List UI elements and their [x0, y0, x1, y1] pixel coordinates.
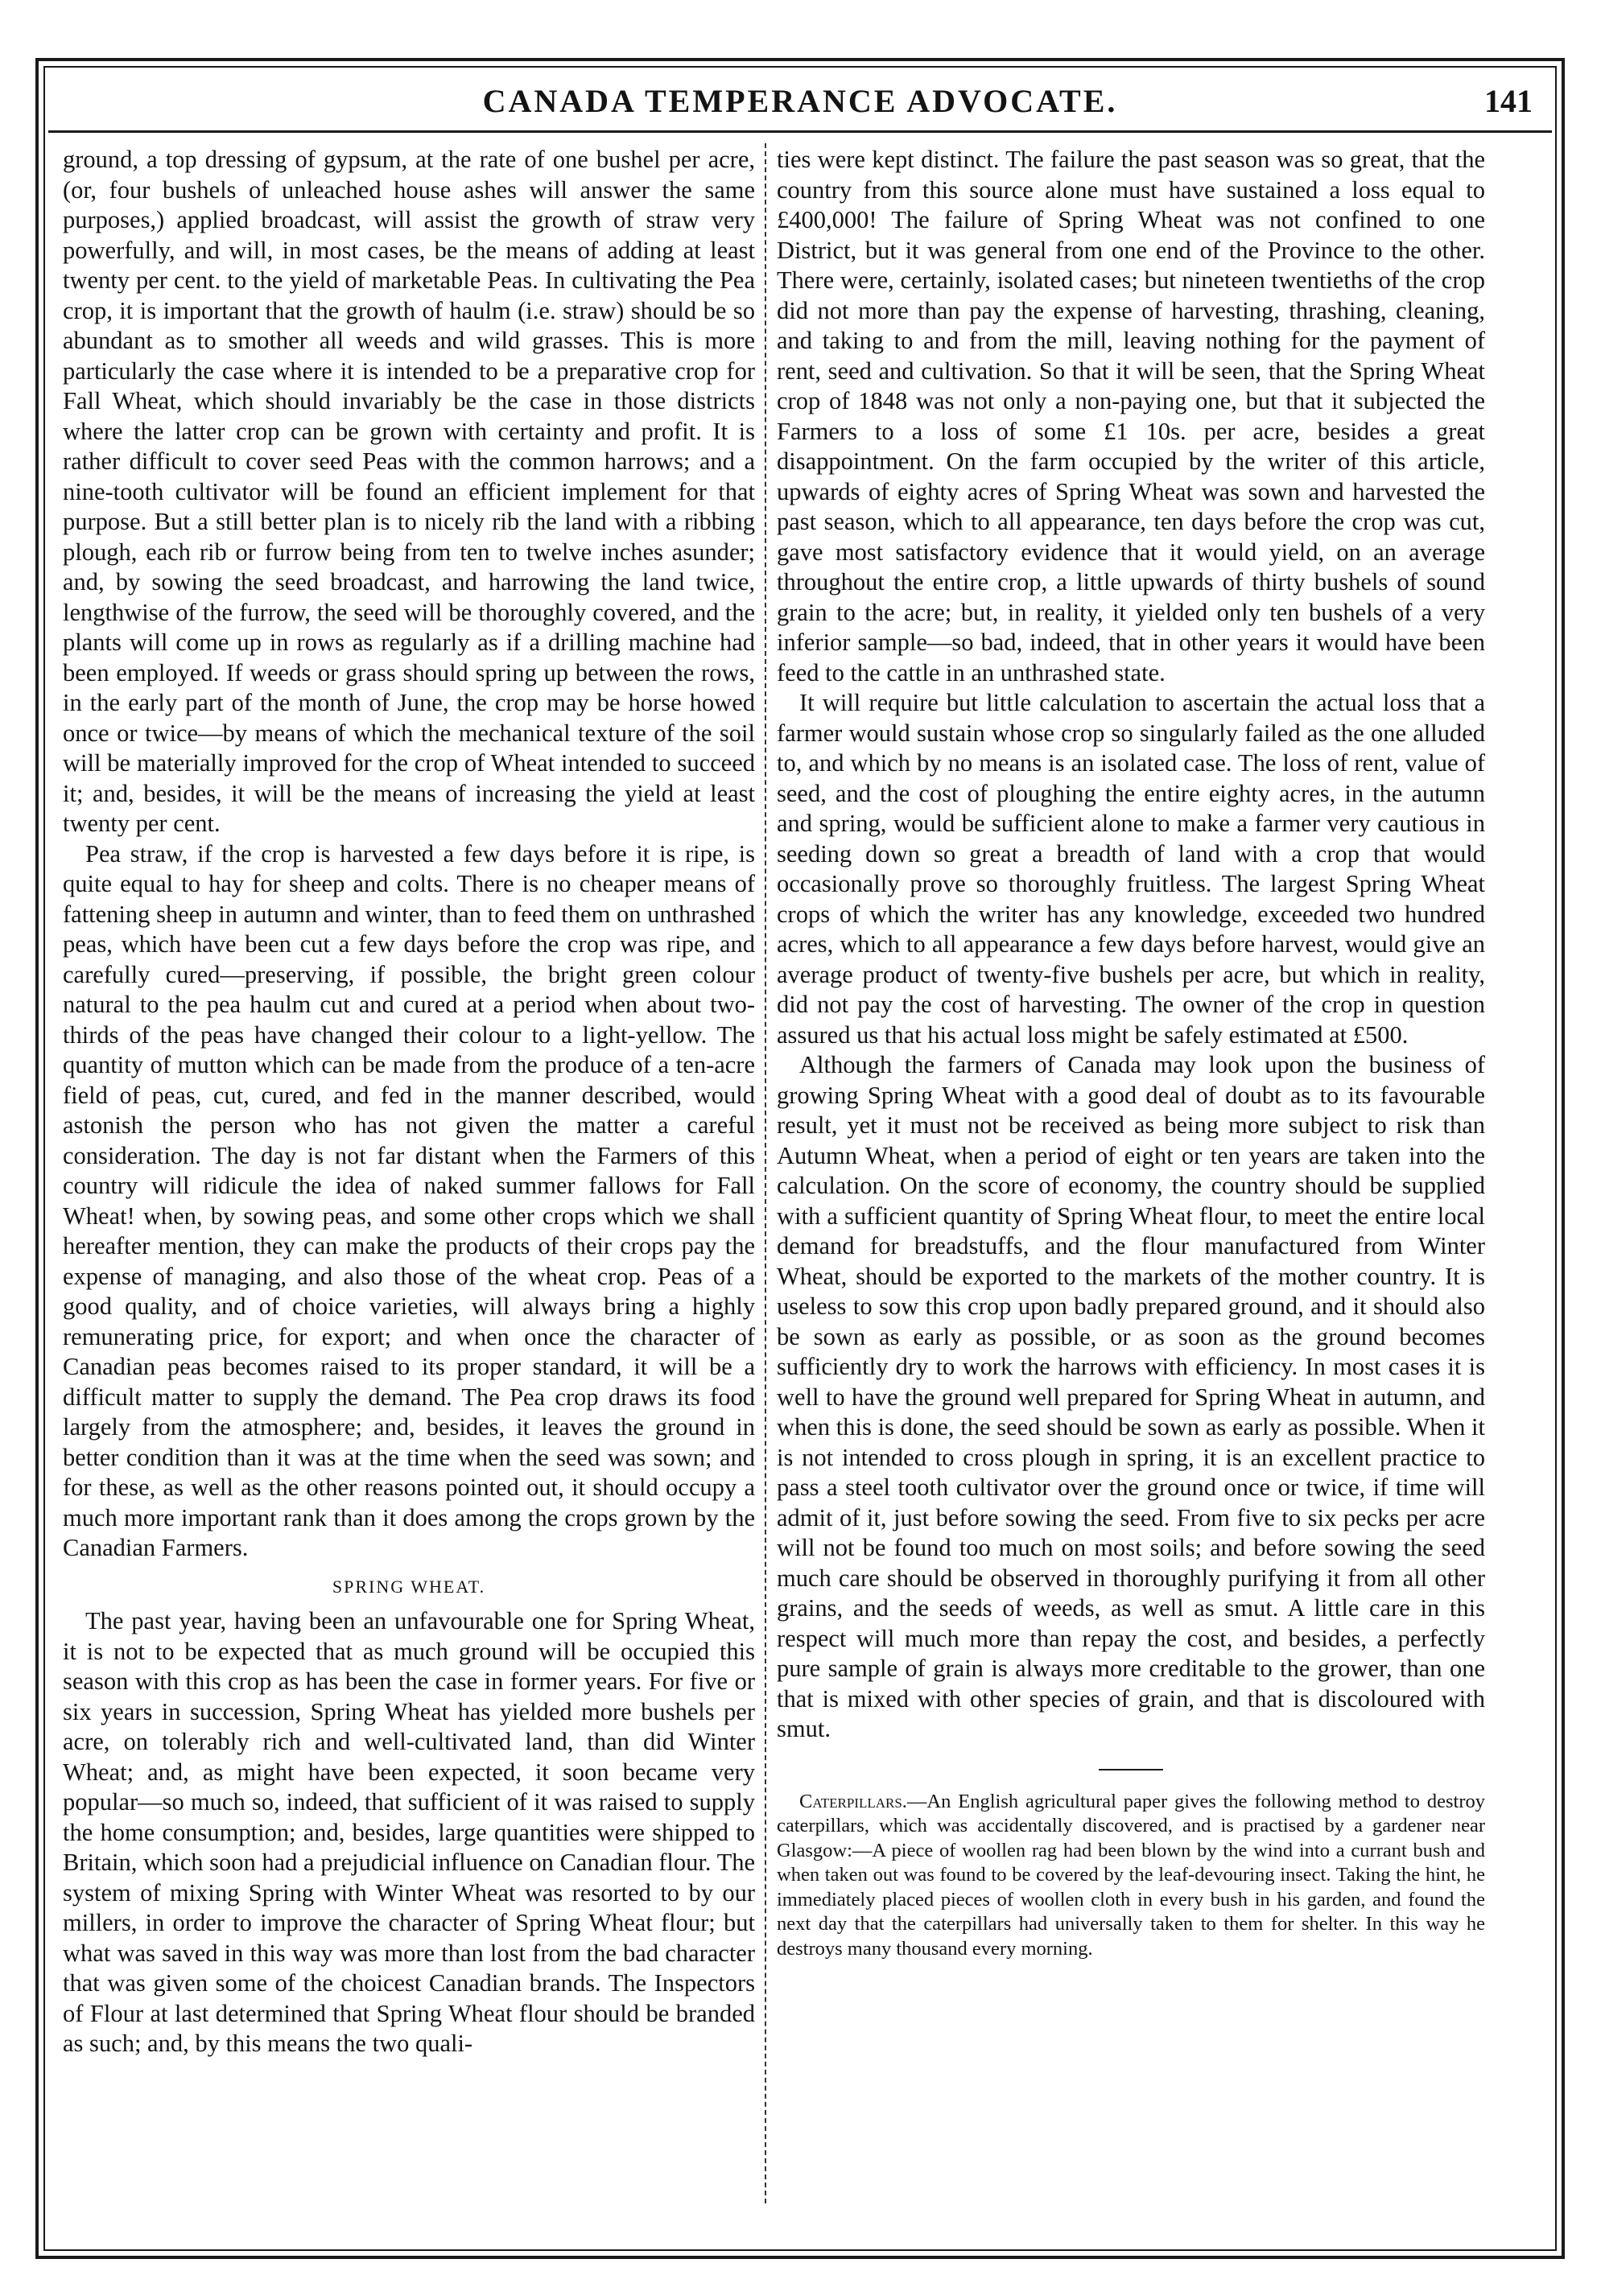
- page-number: 141: [1484, 83, 1533, 119]
- paragraph-canada-farmers: Although the farmers of Canada may look upon the business of growing Spring Wheat with a good deal of doubt as to its favourable result, yet it must not be received as being more subject to risk than Autumn Wheat, when a period of eight or ten years are taken into the calculation. On the score of economy, the country should be supplied with a sufficient quantity of Spring Wheat flour, to meet the entire local demand for breadstuffs, and the flour manufactured from Winter Wheat, should be exported to the markets of the mother country. It is useless to sow this crop upon badly prepared ground, and it should also be sown as early as possible, or as soon as the ground becomes sufficiently dry to work the harrows with efficiency. In most cases it is well to have the ground well prepared for Spring Wheat in autumn, and when this is done, the seed should be sown as early as possible. When it is not intended to cross plough in spring, it is an excellent practice to pass a steel tooth cultivator over the ground once or twice, if time will admit of it, just before sowing the seed. From five to six pecks per acre will not be found too much on most soils; and before sowing the seed much care should be observed in thoroughly purifying it from all other grains, and the seeds of weeds, as well as smut. A little care in this respect will much more than repay the cost, and besides, a perfectly pure sample of grain is always more creditable to the grower, than one that is mixed with other species of grain, and that is discoloured with smut.: [777, 1051, 1485, 1742]
- paragraph-calculation: It will require but little calculation to ascertain the actual loss that a farmer would sustain whose crop so singularly failed as the one alluded to, and which by no means is an isolated case. The loss of rent, value of seed, and the cost of ploughing the entire eighty acres, in the autumn and spring, would be sufficient alone to make a farmer very cautious in seeding down so great a breadth of land with a crop that would occasionally prove so thoroughly fruitless. The largest Spring Wheat crops of which the writer has any knowledge, exceeded two hundred acres, which to all appearance a few days before harvest, would give an average product of twenty-five bushels per acre, but which in reality, did not pay the cost of harvesting. The owner of the crop in question assured us that his actual loss might be safely estimated at £500.: [777, 689, 1485, 1049]
- paragraph-pea-straw: Pea straw, if the crop is harvested a few days before it is ripe, is quite equal to hay for sheep and colts. There is no cheaper means of fattening sheep in autumn and winter, than to feed them on unthrashed peas, which have been cut a few days before the crop was ripe, and carefully cured—preserving, if possible, the bright green colour natural to the pea haulm cut and cured at a period when about two-thirds of the peas have changed their colour to a light-yellow. The quantity of mutton which can be made from the produce of a ten-acre field of peas, cut, cured, and fed in the manner described, would astonish the person who has not given the matter a careful consideration. The day is not far distant when the Farmers of this country will ridicule the idea of naked summer fallows for Fall Wheat! when, by sowing peas, and some other crops which we shall hereafter mention, they can make the products of their crops pay the expense of managing, and also those of the wheat crop. Peas of a good quality, and of choice varieties, will always bring a highly remunerating price, for export; and when once the character of Canadian peas becomes raised to its proper standard, it will be a difficult matter to supply the demand. The Pea crop draws its food largely from the atmosphere; and, besides, it leaves the ground in better condition than it was at the time when the seed was sown; and for these, as well as the other reasons pointed out, it should occupy a much more important rank than it does among the crops grown by the Canadian Farmers.: [63, 839, 755, 1561]
- section-heading-spring-wheat: SPRING WHEAT.: [332, 1576, 486, 1597]
- header-rule: [48, 130, 1552, 133]
- right-column: [777, 145, 1485, 1961]
- caterpillars-heading: Caterpillars.: [799, 1790, 907, 1812]
- paragraph-failure: ties were kept distinct. The failure the past season was so great, that the country from this source alone must have sustained a loss equal to £400,000! The failure of Spring Wheat was not confined to one District, but it was general from one end of the Province to the other. There were, certainly, isolated cases; but nineteen twentieths of the crop did not more than pay the expense of harvesting, thrashing, cleaning, and taking to and from the mill, leaving nothing for the payment of rent, seed and cultivation. So that it will be seen, that the Spring Wheat crop of 1848 was not only a non-paying one, but that it subjected the Farmers to a loss of some £1 10s. per acre, besides a great disappointment. On the farm occupied by the writer of this article, upwards of eighty acres of Spring Wheat was sown and harvested the past season, which to all appearance, ten days before the crop was cut, gave most satisfactory evidence that it would yield, on an average throughout the entire crop, a little upwards of thirty bushels of sound grain to the acre; but, in reality, it yielded only ten bushels of a very inferior sample—so bad, indeed, that in other years it would have been feed to the cattle in an unthrashed state.: [777, 146, 1485, 686]
- note-divider: [1099, 1769, 1163, 1770]
- paragraph-gypsum: ground, a top dressing of gypsum, at the rate of one bushel per acre, (or, four bushels of unleached house ashes will answer the same purposes,) applied broadcast, will assist the growth of straw very powerfully, and will, in most cases, be the means of adding at least twenty per cent. to the yield of marketable Peas. In cultivating the Pea crop, it is important that the growth of haulm (i.e. straw) should be so abundant as to smother all weeds and wild grasses. This is more particularly the case where it is intended to be a preparative crop for Fall Wheat, which should invariably be the case in those districts where the latter crop can be grown with certainty and profit. It is rather difficult to cover seed Peas with the common harrows; and a nine-tooth cultivator will be found an efficient implement for that purpose. But a still better plan is to nicely rib the land with a ribbing plough, each rib or furrow being from ten to twelve inches asunder; and, by sowing the seed broadcast, and harrowing the land twice, lengthwise of the furrow, the seed will be thoroughly covered, and the plants will come up in rows as regularly as if a drilling machine had been employed. If weeds or grass should spring up between the rows, in the early part of the month of June, the crop may be horse howed once or twice—by means of which the mechanical texture of the soil will be materially improved for the crop of Wheat intended to succeed it; and, besides, it will be the means of increasing the yield at least twenty per cent.: [63, 146, 755, 837]
- column-divider: [765, 143, 766, 2203]
- caterpillars-body: —An English agricultural paper gives the following method to destroy caterpillars, which was accidentally discovered, and is practised by a gardener near Glasgow:—A piece of woollen rag had been blown by the wind into a currant bush and when taken out was found to be covered by the leaf-devouring insect. Taking the hint, he immediately placed pieces of woollen cloth in every bush in his garden, and found the next day that the caterpillars had universally taken to them for shelter. In this way he destroys many thousand every morning.: [777, 1790, 1485, 1960]
- paragraph-spring-wheat-intro: The past year, having been an unfavourable one for Spring Wheat, it is not to be expected that as much ground will be occupied this season with this crop as has been the case in former years. For five or six years in succession, Spring Wheat has yielded more bushels per acre, on tolerably rich and well-cultivated land, than did Winter Wheat; and, as might have been expected, it soon became very popular—so much so, indeed, that sufficient of it was raised to supply the home consumption; and, besides, large quantities were shipped to Britain, which soon had a prejudicial influence on Canadian flour. The system of mixing Spring with Winter Wheat was resorted to by our millers, in order to improve the character of Spring Wheat flour; but what was saved in this way was more than lost from the bad character that was given some of the choicest Canadian brands. The Inspectors of Flour at last determined that Spring Wheat flour should be branded as such; and, by this means the two quali-: [63, 1607, 755, 2057]
- journal-title: CANADA TEMPERANCE ADVOCATE.: [482, 83, 1118, 119]
- page-header: [48, 77, 1552, 124]
- left-column: [63, 145, 755, 2059]
- caterpillars-note: [777, 1790, 1485, 1962]
